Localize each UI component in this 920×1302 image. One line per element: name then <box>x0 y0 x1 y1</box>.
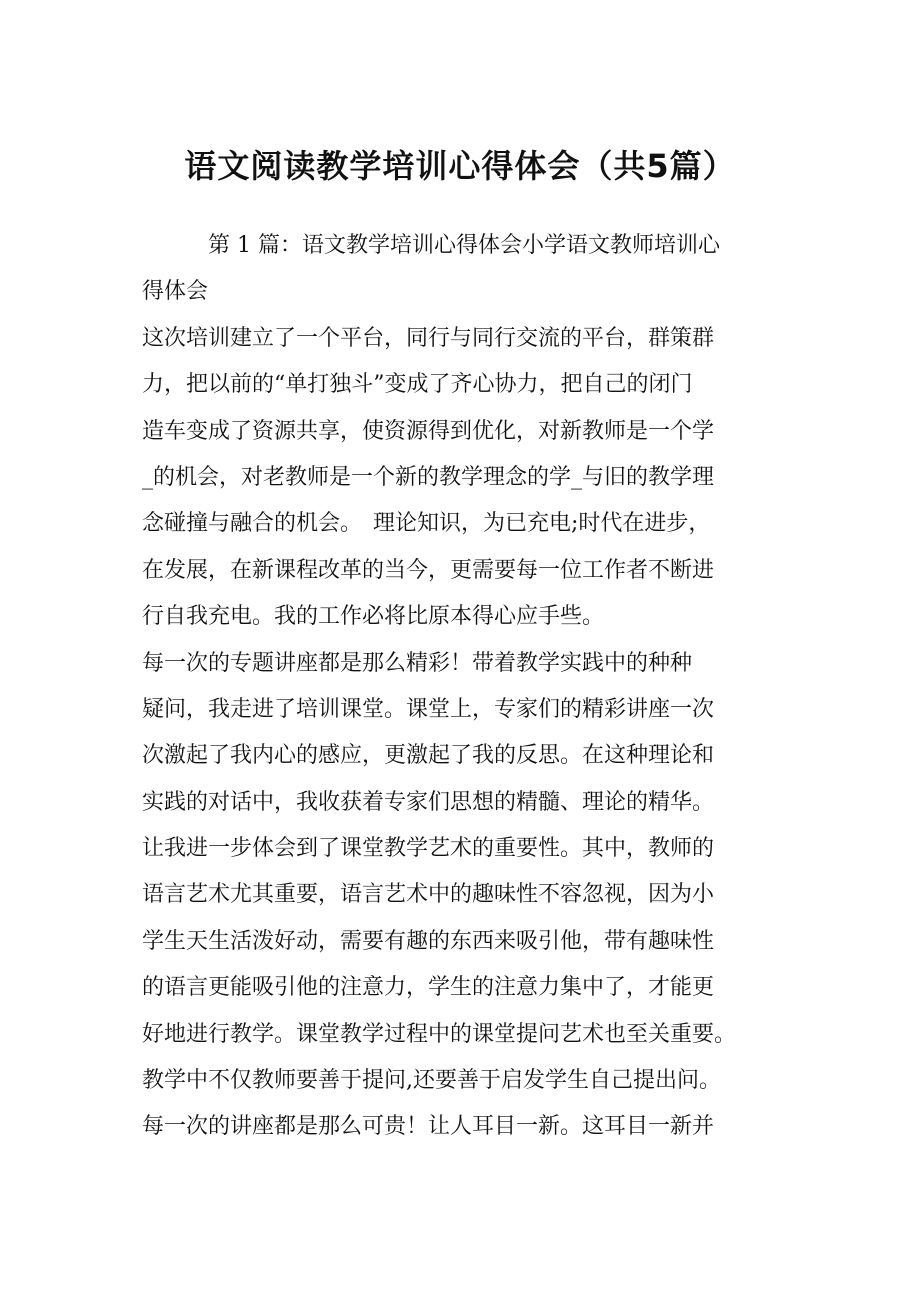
paragraph-line: 这次培训建立了一个平台，同行与同行交流的平台，群策群 <box>142 325 715 351</box>
paragraph-line: 每一次的讲座都是那么可贵！让人耳目一新。这耳目一新并 <box>142 1114 715 1140</box>
paragraph-line: 的语言更能吸引他的注意力，学生的注意力集中了，才能更 <box>142 975 715 1001</box>
document-title: 语文阅读教学培训心得体会（共5篇） <box>184 147 736 185</box>
paragraph-line: 在发展，在新课程改革的当今，更需要每一位工作者不断进 <box>142 557 715 583</box>
paragraph-line: 行自我充电。我的工作必将比原本得心应手些。 <box>142 604 605 630</box>
paragraph-line: 力，把以前的“单打独斗”变成了齐心协力，把自己的闭门 <box>142 372 693 398</box>
paragraph-line: 造车变成了资源共享，使资源得到优化，对新教师是一个学 <box>142 418 715 444</box>
paragraph-line: 实践的对话中，我收获着专家们思想的精髓、理论的精华。 <box>142 789 715 815</box>
paragraph-line: 次激起了我内心的感应，更激起了我的反思。在这种理论和 <box>142 743 715 769</box>
paragraph-line: _的机会，对老教师是一个新的教学理念的学_与旧的教学理 <box>142 464 715 490</box>
paragraph-line: 疑问，我走进了培训课堂。课堂上，专家们的精彩讲座一次 <box>142 696 715 722</box>
paragraph-line: 语言艺术尤其重要，语言艺术中的趣味性不容忽视，因为小 <box>142 882 715 908</box>
section-heading-line: 第 1 篇：语文教学培训心得体会小学语文教师培训心 <box>208 233 720 258</box>
paragraph-line: 每一次的专题讲座都是那么精彩！带着教学实践中的种种 <box>142 650 693 676</box>
paragraph-line: 念碰撞与融合的机会。 理论知识，为已充电;时代在进步， <box>142 511 711 537</box>
paragraph-line: 好地进行教学。课堂教学过程中的课堂提问艺术也至关重要。 <box>142 1021 737 1047</box>
section-heading-line: 得体会 <box>142 279 209 305</box>
paragraph-line: 教学中不仅教师要善于提问,还要善于启发学生自己提出问。 <box>142 1068 721 1094</box>
paragraph-line: 让我进一步体会到了课堂教学艺术的重要性。其中，教师的 <box>142 836 715 862</box>
paragraph-line: 学生天生活泼好动，需要有趣的东西来吸引他，带有趣味性 <box>142 928 715 954</box>
document-body <box>142 223 782 1151</box>
